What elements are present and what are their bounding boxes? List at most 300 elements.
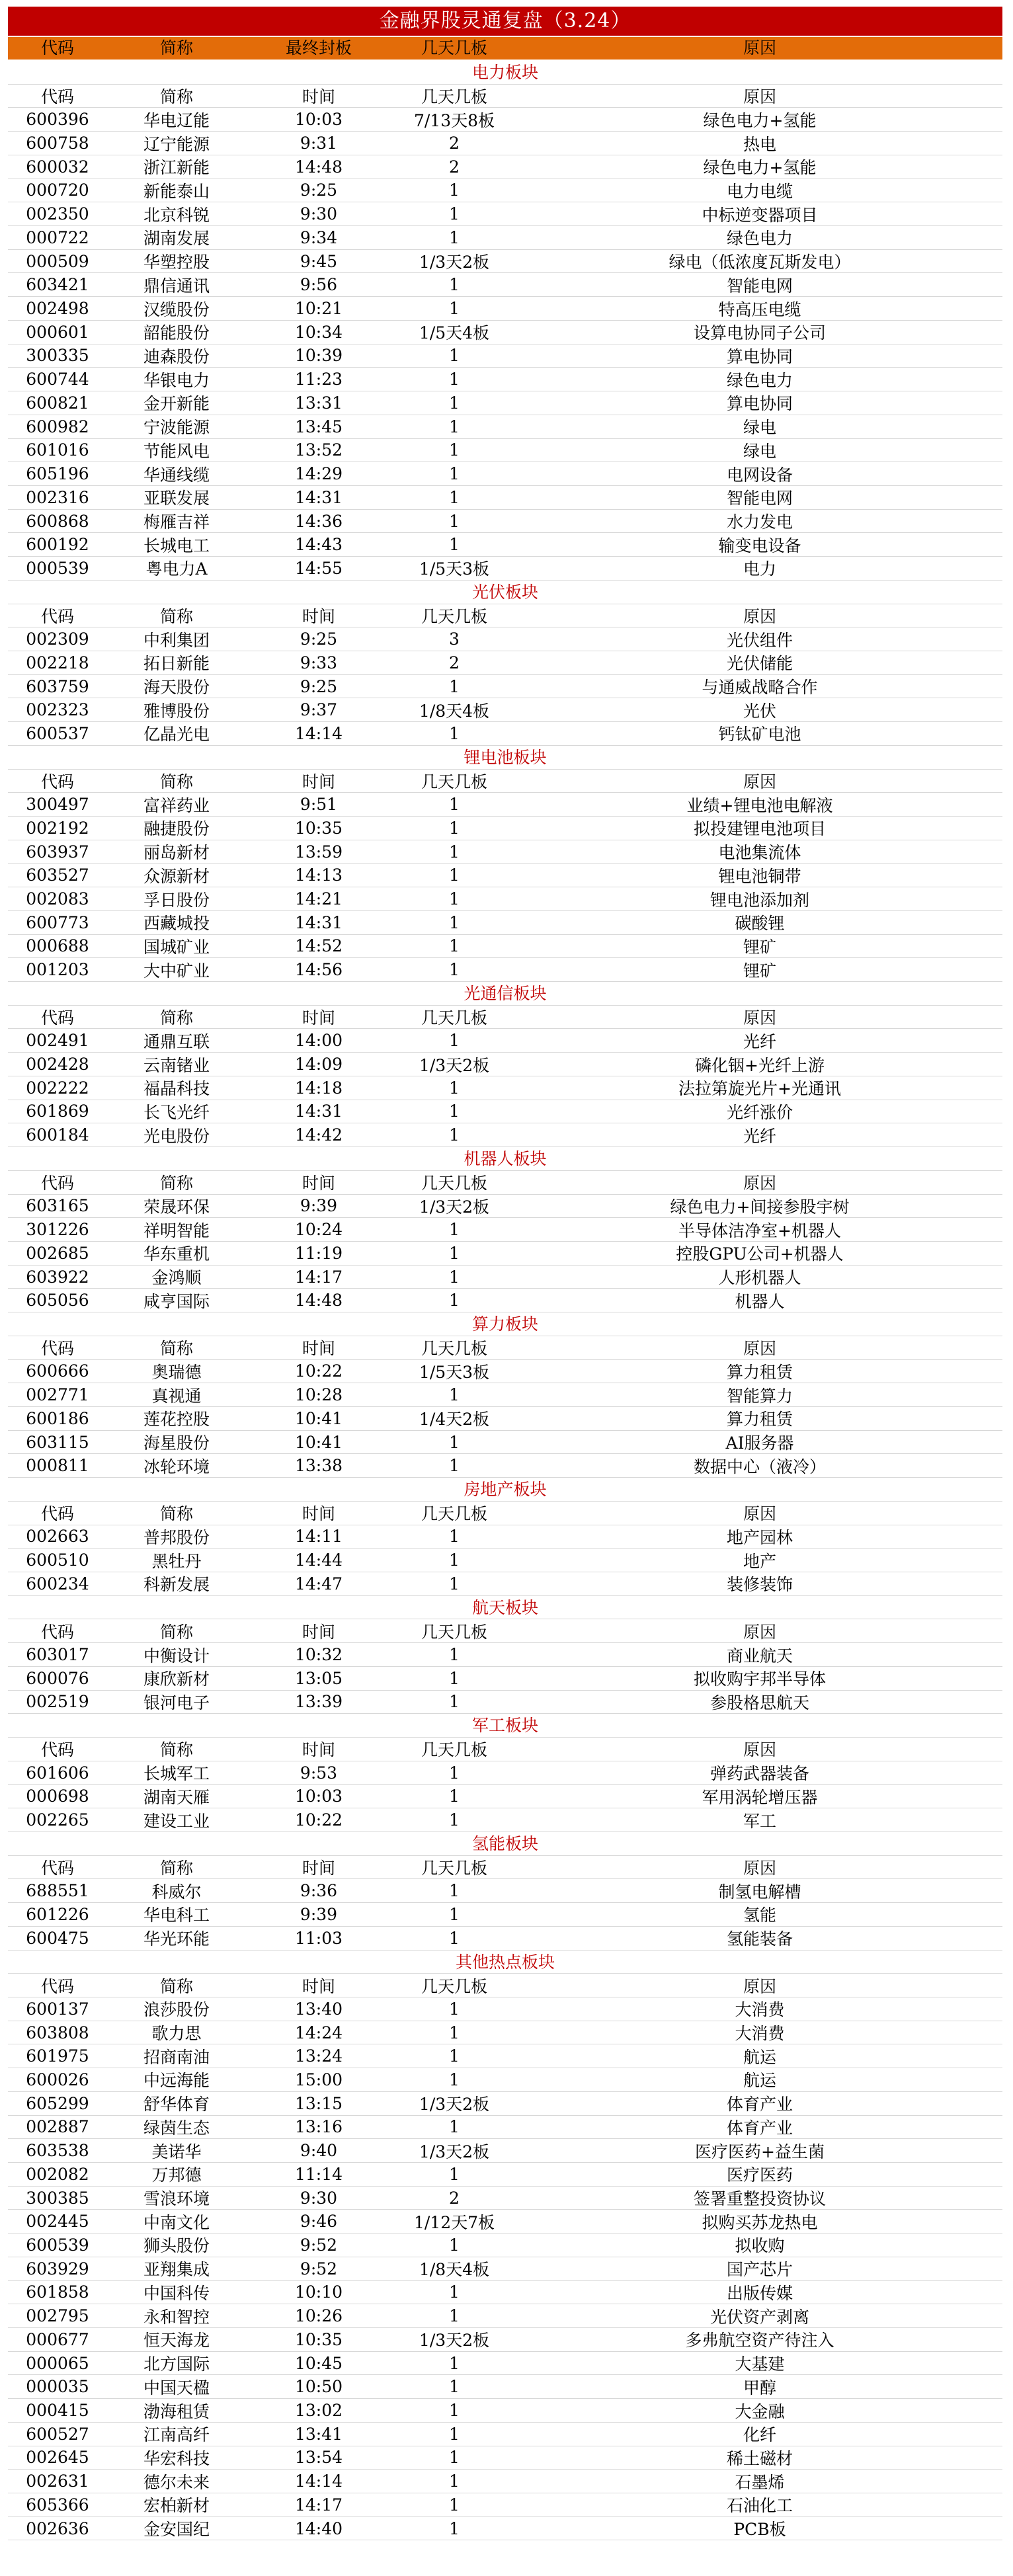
cell-time: 9:25 [300, 181, 338, 200]
table-row [8, 1407, 1002, 1431]
table-row [8, 1360, 1002, 1384]
cell-time: 13:45 [294, 417, 343, 436]
cell-reason: 拟购买苏龙热电 [702, 2212, 818, 2232]
cell-days-boards: 1 [449, 1102, 460, 1121]
cell-name: 节能风电 [143, 441, 210, 461]
cell-time: 10:03 [294, 1787, 343, 1806]
table-row [8, 2399, 1002, 2423]
cell-code: 601858 [26, 2282, 89, 2302]
subheader-cell: 简称 [159, 772, 193, 791]
cell-time: 11:19 [294, 1243, 343, 1263]
table-row [8, 2446, 1002, 2470]
cell-code: 603115 [26, 1432, 89, 1452]
cell-code: 002631 [26, 2472, 89, 2491]
cell-code: 002082 [26, 2164, 89, 2184]
cell-reason: 绿色电力+氢能 [703, 158, 817, 178]
cell-time: 13:39 [294, 1692, 343, 1712]
cell-reason: 电力电缆 [726, 181, 793, 201]
cell-name: 金鸿顺 [151, 1268, 202, 1288]
cell-reason: 光纤涨价 [726, 1102, 793, 1122]
table-row [8, 1431, 1002, 1455]
table-row [8, 2257, 1002, 2281]
cell-code: 002445 [26, 2212, 89, 2232]
cell-days-boards: 1 [449, 2070, 460, 2089]
cell-time: 9:40 [300, 2141, 338, 2161]
table-row [8, 2517, 1002, 2541]
cell-reason: 大基建 [735, 2355, 785, 2374]
header-code: 代码 [40, 38, 74, 58]
cell-days-boards: 1 [449, 842, 460, 862]
cell-days-boards: 1 [449, 1904, 460, 1924]
cell-reason: 绿电（低浓度瓦斯发电） [669, 253, 851, 272]
cell-time: 9:39 [300, 1196, 338, 1216]
table-row [8, 1266, 1002, 1289]
subheader-cell: 几天几板 [421, 1339, 487, 1359]
table-row [8, 1029, 1002, 1053]
cell-code: 600773 [26, 912, 89, 932]
table-row [8, 2281, 1002, 2305]
cell-days-boards: 1 [449, 275, 460, 295]
subheader-cell: 简称 [159, 1622, 193, 1642]
section-title: 航天板块 [8, 1596, 1002, 1620]
cell-reason: 绿色电力 [726, 370, 793, 390]
subheader-cell: 原因 [743, 1008, 776, 1028]
cell-code: 603929 [26, 2259, 89, 2278]
cell-code: 600666 [26, 1361, 89, 1381]
table-row [8, 722, 1002, 746]
cell-reason: 半导体洁净室+机器人 [678, 1221, 841, 1240]
cell-reason: 特高压电缆 [718, 300, 801, 319]
cell-reason: 磷化铟+光纤上游 [695, 1055, 825, 1075]
table-row [8, 2116, 1002, 2140]
cell-time: 14:52 [294, 936, 343, 956]
cell-code: 000509 [26, 251, 89, 271]
cell-time: 10:22 [294, 1361, 343, 1381]
table-row [8, 2423, 1002, 2446]
cell-name: 海星股份 [143, 1433, 210, 1453]
cell-time: 10:41 [294, 1432, 343, 1452]
cell-reason: 国产芯片 [726, 2260, 793, 2280]
cell-code: 002645 [26, 2448, 89, 2468]
subheader-cell: 几天几板 [421, 1008, 487, 1028]
cell-code: 002491 [26, 1031, 89, 1051]
cell-reason: 绿电 [743, 441, 776, 461]
cell-name: 奥瑞德 [151, 1362, 202, 1382]
table-row [8, 2470, 1002, 2493]
cell-days-boards: 1 [449, 487, 460, 507]
table-row [8, 887, 1002, 911]
cell-name: 万邦德 [151, 2165, 202, 2185]
cell-name: 亚联发展 [143, 489, 210, 508]
cell-days-boards: 1 [449, 1668, 460, 1688]
subheader-cell: 几天几板 [421, 606, 487, 626]
cell-name: 招商南油 [143, 2047, 210, 2067]
cell-days-boards: 1/3天2板 [419, 1197, 490, 1217]
cell-name: 真视通 [151, 1386, 202, 1406]
cell-reason: 氢能装备 [726, 1929, 793, 1949]
table-row [8, 698, 1002, 722]
cell-name: 丽岛新材 [143, 843, 210, 863]
cell-days-boards: 1 [449, 227, 460, 247]
cell-code: 002323 [26, 700, 89, 720]
table-row [8, 1997, 1002, 2021]
section-title: 光通信板块 [8, 982, 1002, 1006]
cell-days-boards: 1 [449, 1031, 460, 1051]
table-row [8, 533, 1002, 557]
cell-name: 华电辽能 [143, 110, 210, 130]
cell-name: 祥明智能 [143, 1221, 210, 1240]
cell-code: 605299 [26, 2093, 89, 2113]
cell-days-boards: 1 [449, 204, 460, 224]
cell-name: 普邦股份 [143, 1527, 210, 1547]
section-title: 房地产板块 [8, 1478, 1002, 1502]
subheader-cell: 时间 [302, 772, 335, 791]
cell-code: 002771 [26, 1385, 89, 1405]
section-title: 军工板块 [8, 1714, 1002, 1738]
cell-name: 美诺华 [151, 2142, 202, 2161]
cell-name: 渤海租赁 [143, 2401, 210, 2421]
section-subheader [8, 1856, 1002, 1880]
subheader-cell: 简称 [159, 1174, 193, 1193]
cell-name: 鼎信通讯 [143, 276, 210, 296]
section-subheader [8, 1336, 1002, 1360]
cell-days-boards: 1 [449, 2401, 460, 2421]
subheader-cell: 代码 [40, 1339, 74, 1359]
section-subheader [8, 1738, 1002, 1761]
cell-days-boards: 1 [449, 1385, 460, 1405]
table-row [8, 108, 1002, 132]
cell-code: 600510 [26, 1550, 89, 1570]
cell-name: 莲花控股 [143, 1410, 210, 1429]
cell-name: 孚日股份 [143, 890, 210, 910]
table-row [8, 2021, 1002, 2045]
cell-reason: 电池集流体 [718, 843, 801, 863]
cell-name: 雅博股份 [143, 701, 210, 721]
table-body [8, 61, 1002, 2540]
cell-name: 浪莎股份 [143, 2000, 210, 2020]
table-row [8, 2328, 1002, 2352]
cell-time: 9:37 [300, 700, 338, 720]
cell-reason: 稀土磁材 [726, 2448, 793, 2468]
cell-days-boards: 1/3天2板 [419, 2095, 490, 2114]
cell-time: 14:13 [294, 865, 343, 885]
cell-days-boards: 1 [449, 960, 460, 980]
cell-code: 601606 [26, 1763, 89, 1783]
cell-name: 荣晟环保 [143, 1197, 210, 1217]
cell-name: 韶能股份 [143, 323, 210, 343]
subheader-cell: 原因 [743, 1858, 776, 1878]
table-row [8, 1785, 1002, 1808]
cell-name: 众源新材 [143, 866, 210, 886]
cell-time: 15:00 [294, 2070, 343, 2089]
cell-name: 华宏科技 [143, 2448, 210, 2468]
cell-time: 9:53 [300, 1763, 338, 1783]
cell-reason: 光伏储能 [726, 654, 793, 674]
cell-time: 9:46 [300, 2212, 338, 2232]
table-row [8, 179, 1002, 203]
table-row [8, 2234, 1002, 2257]
cell-name: 北方国际 [143, 2355, 210, 2374]
cell-days-boards: 1/3天2板 [419, 2142, 490, 2161]
cell-name: 亿晶光电 [143, 725, 210, 745]
cell-name: 舒华体育 [143, 2095, 210, 2114]
cell-reason: 体育产业 [726, 2118, 793, 2138]
header-row [8, 37, 1002, 60]
cell-code: 603527 [26, 865, 89, 885]
cell-code: 002218 [26, 653, 89, 672]
cell-days-boards: 2 [449, 653, 460, 672]
cell-days-boards: 1 [449, 2424, 460, 2444]
cell-time: 10:21 [294, 299, 343, 319]
cell-code: 002083 [26, 889, 89, 909]
table-row [8, 958, 1002, 982]
cell-name: 浙江新能 [143, 158, 210, 178]
table-row [8, 627, 1002, 651]
table-row [8, 1761, 1002, 1785]
section-title: 锂电池板块 [8, 746, 1002, 770]
cell-code: 600744 [26, 370, 89, 389]
subheader-cell: 时间 [302, 1504, 335, 1524]
cell-days-boards: 1/8天4板 [419, 701, 490, 721]
table-row [8, 1242, 1002, 1266]
cell-time: 10:32 [294, 1645, 343, 1665]
cell-code: 600758 [26, 134, 89, 153]
cell-reason: 大金融 [735, 2401, 785, 2421]
table-row [8, 297, 1002, 321]
cell-days-boards: 1 [449, 1574, 460, 1593]
section-title: 机器人板块 [8, 1147, 1002, 1171]
table-row [8, 2493, 1002, 2517]
table-row [8, 1053, 1002, 1076]
cell-reason: 光伏组件 [726, 630, 793, 650]
table-row [8, 155, 1002, 179]
cell-reason: 绿色电力 [726, 229, 793, 249]
cell-days-boards: 1 [449, 1763, 460, 1783]
cell-time: 10:35 [294, 818, 343, 838]
cell-time: 13:15 [294, 2093, 343, 2113]
subheader-cell: 代码 [40, 1622, 74, 1642]
cell-code: 605196 [26, 464, 89, 484]
subheader-cell: 时间 [302, 1339, 335, 1359]
cell-name: 狮头股份 [143, 2236, 210, 2256]
subheader-cell: 时间 [302, 1740, 335, 1760]
cell-reason: 军用涡轮增压器 [702, 1787, 818, 1807]
cell-reason: AI服务器 [725, 1433, 794, 1453]
cell-days-boards: 1 [449, 1125, 460, 1145]
cell-name: 华银电力 [143, 370, 210, 390]
cell-days-boards: 1 [449, 2164, 460, 2184]
subheader-cell: 代码 [40, 1008, 74, 1028]
subheader-cell: 简称 [159, 1740, 193, 1760]
subheader-cell: 原因 [743, 1174, 776, 1193]
cell-code: 000035 [26, 2377, 89, 2397]
cell-name: 金安国纪 [143, 2520, 210, 2540]
cell-name: 德尔未来 [143, 2472, 210, 2492]
subheader-cell: 代码 [40, 87, 74, 107]
cell-code: 000698 [26, 1787, 89, 1806]
cell-days-boards: 1 [449, 1456, 460, 1476]
cell-days-boards: 1 [449, 865, 460, 885]
cell-code: 600076 [26, 1668, 89, 1688]
cell-time: 9:31 [300, 134, 338, 153]
section-title: 算力板块 [8, 1312, 1002, 1336]
cell-reason: 弹药武器装备 [709, 1764, 809, 1784]
cell-reason: 地产园林 [726, 1527, 793, 1547]
cell-reason: 电网设备 [726, 465, 793, 485]
cell-code: 601869 [26, 1102, 89, 1121]
subheader-cell: 原因 [743, 1504, 776, 1524]
cell-code: 600186 [26, 1408, 89, 1428]
cell-days-boards: 1 [449, 1928, 460, 1948]
cell-time: 9:51 [300, 795, 338, 815]
table-row [8, 2044, 1002, 2068]
cell-time: 13:59 [294, 842, 343, 862]
cell-time: 13:24 [294, 2046, 343, 2066]
cell-name: 宏柏新材 [143, 2496, 210, 2516]
section-subheader [8, 770, 1002, 793]
cell-code: 601226 [26, 1904, 89, 1924]
cell-name: 梅雁吉祥 [143, 512, 210, 532]
cell-name: 华电科工 [143, 1906, 210, 1925]
cell-name: 长城电工 [143, 536, 210, 555]
cell-days-boards: 1 [449, 1692, 460, 1712]
subheader-cell: 原因 [743, 772, 776, 791]
cell-time: 13:38 [294, 1456, 343, 1476]
cell-code: 001203 [26, 960, 89, 980]
cell-days-boards: 1/3天2板 [419, 2331, 490, 2351]
subheader-cell: 简称 [159, 1976, 193, 1996]
table-row [8, 202, 1002, 226]
cell-code: 002663 [26, 1527, 89, 1547]
cell-code: 603759 [26, 676, 89, 696]
cell-reason: 参股格思航天 [709, 1693, 809, 1712]
table-row [8, 2139, 1002, 2163]
subheader-cell: 几天几板 [421, 772, 487, 791]
cell-days-boards: 1 [449, 181, 460, 200]
cell-reason: 光纤 [743, 1031, 776, 1051]
cell-code: 000720 [26, 181, 89, 200]
cell-time: 9:33 [300, 653, 338, 672]
cell-code: 603937 [26, 842, 89, 862]
cell-time: 13:41 [294, 2424, 343, 2444]
cell-name: 中衡设计 [143, 1646, 210, 1666]
cell-name: 科新发展 [143, 1575, 210, 1595]
header-reason: 原因 [743, 38, 776, 58]
cell-code: 600396 [26, 110, 89, 130]
cell-time: 14:21 [294, 889, 343, 909]
table-row [8, 1076, 1002, 1100]
cell-reason: 商业航天 [726, 1646, 793, 1666]
table-row [8, 1927, 1002, 1951]
cell-time: 14:17 [294, 1267, 343, 1287]
table-row [8, 368, 1002, 391]
cell-reason: 拟收购宇邦半导体 [693, 1670, 826, 1689]
cell-name: 融捷股份 [143, 819, 210, 839]
section-subheader [8, 1619, 1002, 1643]
cell-code: 600234 [26, 1574, 89, 1593]
cell-reason: 医疗医药+益生菌 [695, 2142, 825, 2161]
cell-name: 汉缆股份 [143, 300, 210, 319]
cell-time: 14:48 [294, 1291, 343, 1310]
cell-days-boards: 7/13天8板 [413, 110, 495, 130]
cell-reason: 水力发电 [726, 512, 793, 532]
table-row [8, 1549, 1002, 1572]
subheader-cell: 代码 [40, 772, 74, 791]
subheader-cell: 代码 [40, 1740, 74, 1760]
cell-code: 000065 [26, 2353, 89, 2373]
table-row [8, 2163, 1002, 2187]
subheader-cell: 时间 [302, 606, 335, 626]
cell-name: 辽宁能源 [143, 134, 210, 154]
cell-days-boards: 1 [449, 2377, 460, 2397]
cell-code: 600026 [26, 2070, 89, 2089]
cell-name: 银河电子 [143, 1693, 210, 1712]
cell-days-boards: 1/3天2板 [419, 253, 490, 272]
subheader-cell: 时间 [302, 1008, 335, 1028]
cell-days-boards: 1 [449, 370, 460, 389]
cell-reason: 电力 [743, 559, 776, 579]
table-row [8, 651, 1002, 675]
cell-name: 黑牡丹 [151, 1551, 202, 1571]
subheader-cell: 代码 [40, 1976, 74, 1996]
subheader-cell: 几天几板 [421, 1174, 487, 1193]
subheader-cell: 代码 [40, 1174, 74, 1193]
cell-time: 9:52 [300, 2235, 338, 2255]
cell-name: 中远海能 [143, 2071, 210, 2091]
table-row [8, 1643, 1002, 1667]
cell-name: 建设工业 [143, 1811, 210, 1831]
cell-time: 9:36 [300, 1881, 338, 1901]
section-subheader [8, 1502, 1002, 1525]
cell-days-boards: 1 [449, 2306, 460, 2326]
cell-reason: 甲醇 [743, 2378, 776, 2397]
cell-days-boards: 1 [449, 1999, 460, 2019]
cell-days-boards: 1 [449, 1220, 460, 1240]
cell-code: 002887 [26, 2117, 89, 2137]
section-subheader [8, 1171, 1002, 1195]
cell-code: 000539 [26, 558, 89, 578]
cell-code: 002428 [26, 1055, 89, 1074]
cell-code: 600137 [26, 1999, 89, 2019]
cell-time: 10:28 [294, 1385, 343, 1405]
table-row [8, 486, 1002, 510]
cell-reason: 锂矿 [743, 937, 776, 957]
cell-days-boards: 1 [449, 535, 460, 555]
cell-days-boards: 1 [449, 2353, 460, 2373]
section-title: 其他热点板块 [8, 1951, 1002, 1974]
subheader-cell: 简称 [159, 1008, 193, 1028]
cell-reason: PCB板 [733, 2520, 786, 2540]
cell-time: 9:25 [300, 629, 338, 649]
subheader-cell: 时间 [302, 1976, 335, 1996]
cell-time: 13:16 [294, 2117, 343, 2137]
cell-name: 华塑控股 [143, 253, 210, 272]
cell-days-boards: 1 [449, 464, 460, 484]
cell-code: 002685 [26, 1243, 89, 1263]
cell-name: 咸亨国际 [143, 1291, 210, 1311]
cell-name: 绿茵生态 [143, 2118, 210, 2138]
cell-time: 10:41 [294, 1408, 343, 1428]
cell-name: 宁波能源 [143, 418, 210, 438]
subheader-cell: 原因 [743, 1976, 776, 1996]
section-title: 电力板块 [8, 61, 1002, 85]
cell-time: 14:42 [294, 1125, 343, 1145]
subheader-cell: 原因 [743, 87, 776, 107]
cell-days-boards: 1 [449, 676, 460, 696]
cell-code: 002309 [26, 629, 89, 649]
cell-name: 中国科传 [143, 2283, 210, 2303]
cell-reason: 控股GPU公司+机器人 [676, 1244, 844, 1264]
